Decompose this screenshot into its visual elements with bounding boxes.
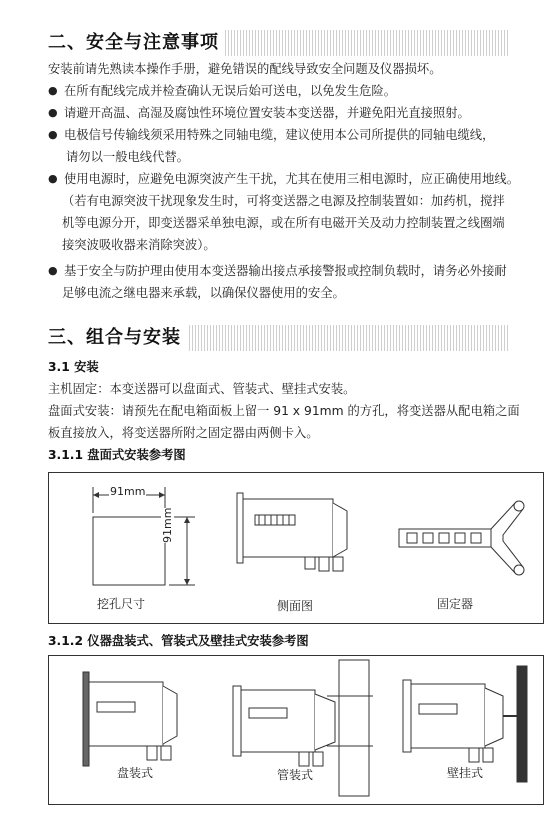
side-view-drawing: [229, 491, 369, 601]
bullet-marker: ●: [48, 172, 58, 185]
figure2-caption-pipe: 管装式: [277, 768, 314, 782]
safety-item-line: 接突波吸收器来消除突波）。: [62, 238, 216, 252]
clamp-fixture-drawing: [395, 493, 535, 588]
safety-item-line: （若有电源突波干扰现象发生时，可将变送器之电源及控制装置如：加药机，搅拌: [62, 194, 505, 208]
cutout-width-label: 91mm: [110, 485, 146, 498]
safety-item-line: 请勿以一般电线代替。: [66, 150, 189, 164]
bullet-marker: ●: [48, 128, 58, 141]
figure1-caption-cutout: 挖孔尺寸: [97, 597, 146, 611]
safety-item-line: 基于安全与防护理由使用本变送器输出接点承接警报或控制负载时，请务必外接耐: [64, 264, 507, 278]
mounting-paragraph: 主机固定：本变送器可以盘面式、管装式、壁挂式安装。: [48, 382, 356, 396]
section2-heading: [48, 30, 510, 56]
safety-item-line: 使用电源时，应避免电源突波产生干扰，尤其在使用三相电源时，应正确使用地线。: [64, 172, 519, 186]
bullet-marker: ●: [48, 106, 58, 119]
section3-heading: [48, 325, 510, 351]
safety-item-line: 请避开高温、高湿及腐蚀性环境位置安装本变送器，并避免阳光直接照射。: [64, 106, 470, 120]
figure1-caption-side-view: 侧面图: [277, 599, 314, 613]
figure2-caption-panel: 盘装式: [117, 766, 154, 780]
section3-heading-text: 三、组合与安装: [48, 325, 187, 351]
safety-item-line: 在所有配线完成并检查确认无误后始可送电，以免发生危险。: [64, 84, 397, 98]
section2-heading-text: 二、安全与注意事项: [48, 30, 225, 56]
figure1-caption-fixture: 固定器: [437, 597, 474, 611]
safety-item-line: 电极信号传输线须采用特殊之同轴电缆，建议使用本公司所提供的同轴电缆线，: [64, 128, 495, 142]
safety-item-line: 足够电流之继电器来承载，以确保仪器使用的安全。: [62, 286, 345, 300]
figure1-panel: [48, 472, 544, 624]
bullet-marker: ●: [48, 84, 58, 97]
figure1-title: 3.1.1 盘面式安装参考图: [48, 448, 186, 462]
figure2-caption-wall: 壁挂式: [447, 766, 484, 780]
cutout-height-label: 91mm: [161, 507, 174, 543]
safety-item-line: 机等电源分开，即变送器采单独电源，或在所有电磁开关及动力控制装置之线圈端: [62, 216, 505, 230]
panel-mount-paragraph-line2: 板直接放入，将变送器所附之固定器由两侧卡入。: [48, 426, 319, 440]
panel-mount-paragraph-line1: 盘面式安装：请预先在配电箱面板上留一 91 x 91mm 的方孔，将变送器从配电箱之面: [48, 404, 520, 418]
panel-mount-drawing: [77, 672, 187, 772]
bullet-marker: ●: [48, 264, 58, 277]
figure2-title: 3.1.2 仪器盘装式、管装式及壁挂式安装参考图: [48, 634, 309, 648]
install-subtitle: 3.1 安装: [48, 360, 99, 374]
figure2-panel: [48, 655, 544, 805]
section2-intro: 安装前请先熟读本操作手册，避免错误的配线导致安全问题及仪器损坏。: [48, 62, 442, 76]
